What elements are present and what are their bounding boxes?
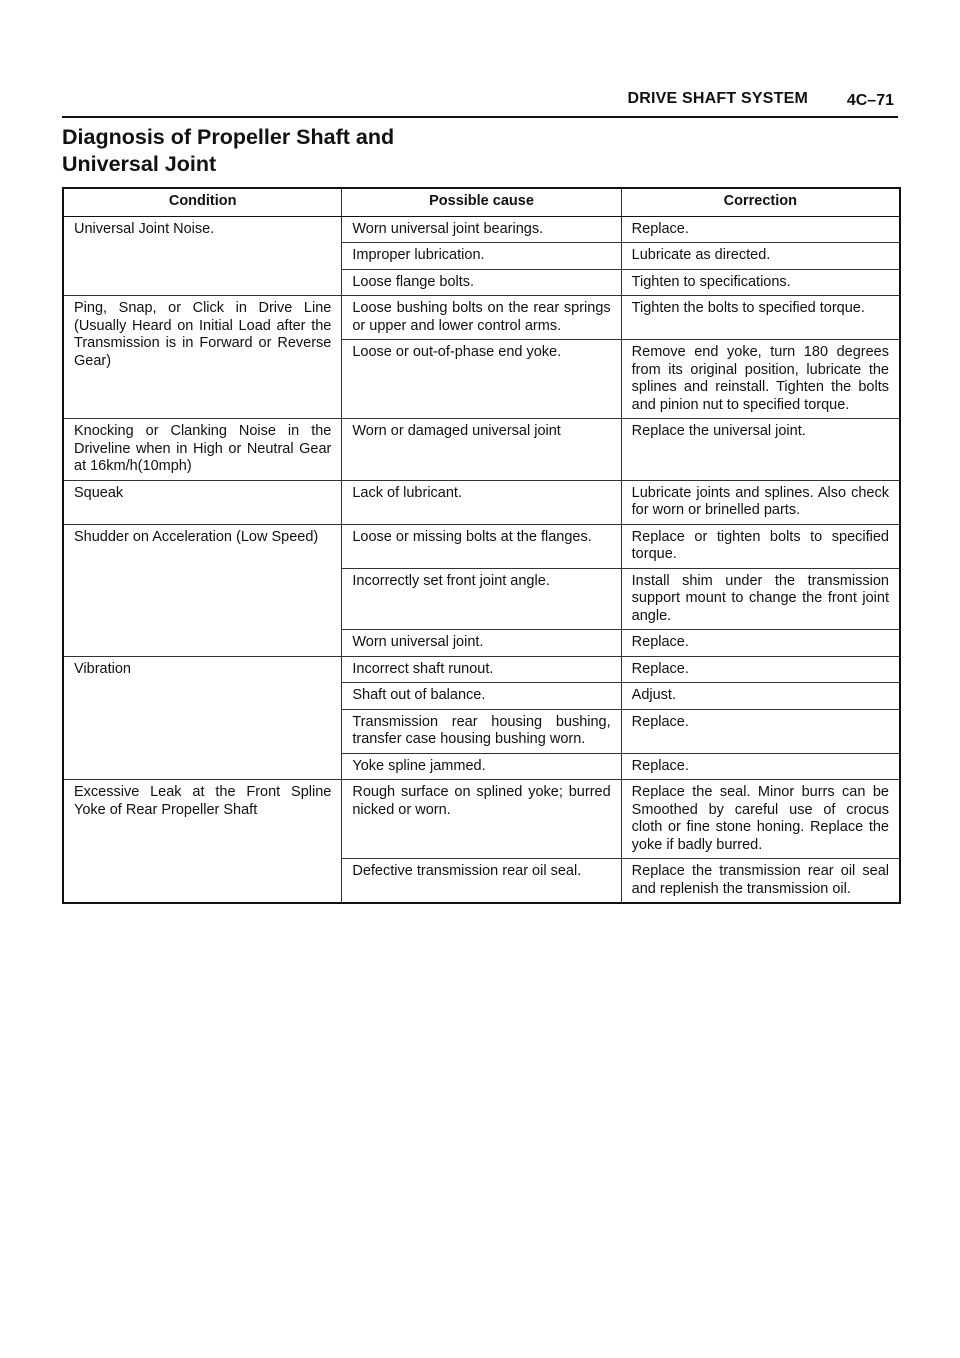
- correction-cell: Replace the transmission rear oil seal and replenish the transmission oil.: [621, 859, 900, 904]
- correction-cell: Replace.: [621, 753, 900, 780]
- correction-cell: Adjust.: [621, 683, 900, 710]
- correction-cell: Replace the seal. Minor burrs can be Smoothed by careful use of crocus cloth or fine stone honing. Replace the yoke if badly burred.: [621, 780, 900, 859]
- table-row: [63, 296, 900, 340]
- page-header: [62, 86, 898, 118]
- section-title: DRIVE SHAFT SYSTEM: [627, 90, 808, 107]
- table-header-row: [63, 188, 900, 216]
- column-header-correction: Correction: [621, 188, 900, 216]
- cause-cell: Worn universal joint bearings.: [342, 216, 621, 243]
- condition-cell: Excessive Leak at the Front Spline Yoke of Rear Propeller Shaft: [63, 780, 342, 904]
- cause-cell: Defective transmission rear oil seal.: [342, 859, 621, 904]
- table-row: [63, 419, 900, 481]
- cause-cell: Loose or out-of-phase end yoke.: [342, 340, 621, 419]
- cause-cell: Lack of lubricant.: [342, 480, 621, 524]
- cause-cell: Transmission rear housing bushing, transfer case housing bushing worn.: [342, 709, 621, 753]
- correction-cell: Replace.: [621, 216, 900, 243]
- cause-cell: Rough surface on splined yoke; burred nicked or worn.: [342, 780, 621, 859]
- condition-cell: Squeak: [63, 480, 342, 524]
- correction-cell: Install shim under the transmission support mount to change the front joint angle.: [621, 568, 900, 630]
- correction-cell: Tighten the bolts to specified torque.: [621, 296, 900, 340]
- cause-cell: Worn universal joint.: [342, 630, 621, 657]
- correction-cell: Replace.: [621, 656, 900, 683]
- table-row: [63, 780, 900, 859]
- correction-cell: Remove end yoke, turn 180 degrees from its original position, lubricate the splines and reinstall. Tighten the bolts and pinion nut to specified torque.: [621, 340, 900, 419]
- table-row: [63, 656, 900, 683]
- diagnosis-table: [62, 187, 901, 904]
- condition-cell: Shudder on Acceleration (Low Speed): [63, 524, 342, 656]
- condition-cell: Vibration: [63, 656, 342, 780]
- cause-cell: Loose bushing bolts on the rear springs or upper and lower control arms.: [342, 296, 621, 340]
- condition-cell: Universal Joint Noise.: [63, 216, 342, 296]
- correction-cell: Replace.: [621, 630, 900, 657]
- document-title: [62, 124, 394, 178]
- table-row: [63, 524, 900, 568]
- correction-cell: Replace or tighten bolts to specified torque.: [621, 524, 900, 568]
- title-line-2: Universal Joint: [62, 152, 217, 176]
- page-number: 4C–71: [846, 92, 894, 109]
- table-body: [63, 216, 900, 903]
- correction-cell: Replace.: [621, 709, 900, 753]
- correction-cell: Tighten to specifications.: [621, 269, 900, 296]
- cause-cell: Worn or damaged universal joint: [342, 419, 621, 481]
- cause-cell: Incorrect shaft runout.: [342, 656, 621, 683]
- cause-cell: Shaft out of balance.: [342, 683, 621, 710]
- table-row: [63, 480, 900, 524]
- condition-cell: Knocking or Clanking Noise in the Driveline when in High or Neutral Gear at 16km/h(10mph): [63, 419, 342, 481]
- table-row: [63, 216, 900, 243]
- correction-cell: Replace the universal joint.: [621, 419, 900, 481]
- cause-cell: Loose flange bolts.: [342, 269, 621, 296]
- title-line-1: Diagnosis of Propeller Shaft and: [62, 125, 395, 149]
- cause-cell: Incorrectly set front joint angle.: [342, 568, 621, 630]
- cause-cell: Loose or missing bolts at the flanges.: [342, 524, 621, 568]
- column-header-condition: Condition: [63, 188, 342, 216]
- column-header-cause: Possible cause: [342, 188, 621, 216]
- correction-cell: Lubricate as directed.: [621, 243, 900, 270]
- condition-cell: Ping, Snap, or Click in Drive Line (Usually Heard on Initial Load after the Transmission is in Forward or Reverse Gear): [63, 296, 342, 419]
- cause-cell: Yoke spline jammed.: [342, 753, 621, 780]
- cause-cell: Improper lubrication.: [342, 243, 621, 270]
- correction-cell: Lubricate joints and splines. Also check for worn or brinelled parts.: [621, 480, 900, 524]
